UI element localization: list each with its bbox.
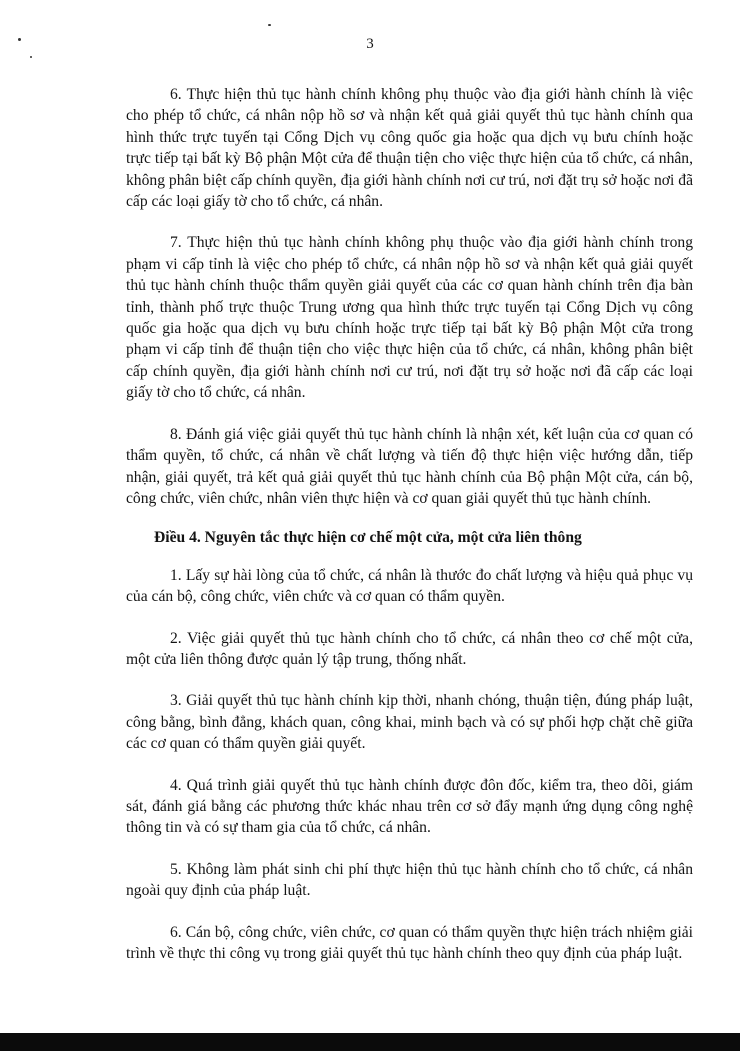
article3-item-6: 6. Thực hiện thủ tục hành chính không phụ thuộc vào địa giới hành chính là việc cho phép tổ chức, cá nhân nộp hồ sơ và nhận kết quả giải quyết thủ tục hành chính qua hình thức trực tuyến tại Cổng Dịch vụ công quốc gia hoặc qua dịch vụ bưu chính hoặc trực tiếp tại bất kỳ Bộ phận Một cửa để thuận tiện cho việc thực hiện của tổ chức, cá nhân, không phân biệt cấp chính quyền, địa giới hành chính nơi cư trú, nơi đặt trụ sở hoặc nơi đã cấp các loại giấy tờ cho tổ chức, cá nhân. [126,86,693,211]
article4-item-5: 5. Không làm phát sinh chi phí thực hiện thủ tục hành chính cho tổ chức, cá nhân ngoài quy định của pháp luật. [126,860,693,900]
scan-speck [30,56,32,58]
article4-item-6: 6. Cán bộ, công chức, viên chức, cơ quan có thẩm quyền thực hiện trách nhiệm giải trình về thực thi công vụ trong giải quyết thủ tục hành chính theo quy định của pháp luật. [126,923,693,962]
scan-bottom-edge [0,1033,740,1051]
article3-item-7: 7. Thực hiện thủ tục hành chính không phụ thuộc vào địa giới hành chính trong phạm vi cấp tỉnh là việc cho phép tổ chức, cá nhân nộp hồ sơ và nhận kết quả giải quyết thủ tục hành chính thuộc thẩm quyền giải quyết của các cơ quan hành chính trên địa bàn tỉnh, thành phố trực thuộc Trung ương qua hình thức trực tuyến tại Cổng Dịch vụ công quốc gia hoặc qua dịch vụ bưu chính hoặc trực tiếp tại bất kỳ Bộ phận Một cửa trong phạm vi cấp tỉnh để thuận tiện cho việc thực hiện của tổ chức, cá nhân, không phân biệt cấp chính quyền, địa giới hành chính nơi cư trú, nơi đặt trụ sở hoặc nơi đã cấp các loại giấy tờ cho tổ chức, cá nhân. [126,234,693,402]
article4-heading: Điều 4. Nguyên tắc thực hiện cơ chế một cửa, một cửa liên thông [154,529,582,547]
article4-item-2: 2. Việc giải quyết thủ tục hành chính cho tổ chức, cá nhân theo cơ chế một cửa, một cửa liên thông được quản lý tập trung, thống nhất. [126,629,693,668]
document-body [126,84,693,984]
article3-item-8: 8. Đánh giá việc giải quyết thủ tục hành chính là nhận xét, kết luận của cơ quan có thẩm quyền, tổ chức, cá nhân về chất lượng và tiến độ thực hiện việc hướng dẫn, tiếp nhận, giải quyết, trả kết quả giải quyết thủ tục hành chính của Bộ phận Một cửa, cán bộ, công chức, viên chức, nhân viên thực hiện và cơ quan giải quyết thủ tục hành chính. [126,425,693,507]
article4-item-1: 1. Lấy sự hài lòng của tổ chức, cá nhân là thước đo chất lượng và hiệu quả phục vụ của cán bộ, công chức, viên chức và cơ quan có thẩm quyền. [126,566,693,606]
page-number: 3 [366,36,374,52]
scan-speck [268,24,271,26]
article4-item-3: 3. Giải quyết thủ tục hành chính kịp thời, nhanh chóng, thuận tiện, đúng pháp luật, công bằng, bình đẳng, khách quan, công khai, minh bạch và có sự phối hợp chặt chẽ giữa các cơ quan có thẩm quyền giải quyết. [126,692,693,753]
article4-item-4: 4. Quá trình giải quyết thủ tục hành chính được đôn đốc, kiểm tra, theo dõi, giám sát, đánh giá bằng các phương thức khác nhau trên cơ sở đẩy mạnh ứng dụng công nghệ thông tin và có sự tham gia của tổ chức, cá nhân. [126,776,693,837]
